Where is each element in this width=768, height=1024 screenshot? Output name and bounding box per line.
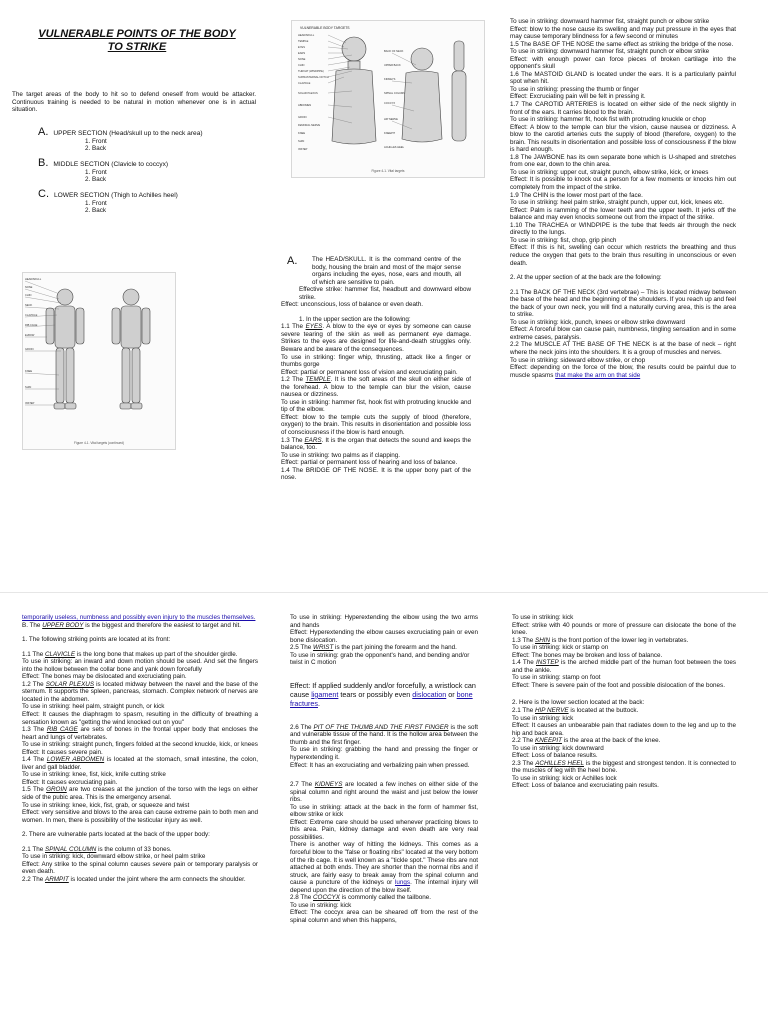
svg-text:INSTEP: INSTEP xyxy=(298,148,308,151)
wrist-item: 2.5 The WRIST is the part joining the forearm and the hand. xyxy=(290,644,457,652)
section-c: C. LOWER SECTION (Thigh to Achilles heel) xyxy=(38,187,178,200)
groin-item: 1.5 The GROIN are two creases at the junction of the torso with the legs on either side of the pubic area. This is the emergency arsenal. xyxy=(22,786,258,802)
fig1-label: RIB CAGE xyxy=(25,324,38,327)
fig1-label: KNEE xyxy=(25,370,33,373)
fig1-label: ELBOW xyxy=(25,334,35,337)
svg-text:CHIN: CHIN xyxy=(298,64,305,67)
armpit-item: 2.2 The ARMPIT is located under the joint where the arm connects the shoulder. xyxy=(22,875,246,883)
svg-text:HIP NERVE: HIP NERVE xyxy=(384,118,398,121)
coccyx-item: 2.8 The COCCYX is commonly called the tailbone. xyxy=(290,894,431,902)
head-skull-item: A. The HEAD/SKULL. It is the command centre of the body, housing the brain and most of the major sense organs including the eyes, nose, ears and mouth, all of which are sensitive to pain. xyxy=(287,255,461,286)
svg-text:GROIN: GROIN xyxy=(298,116,307,119)
instep-item: 1.4 The INSTEP is the arched middle part of the human foot between the toes and the ankle. xyxy=(512,659,736,674)
page-title: VULNERABLE POINTS OF THE BODY TO STRIKE xyxy=(38,28,236,53)
bone-fractures-link[interactable]: bone fractures xyxy=(290,689,473,708)
section-list xyxy=(38,125,262,215)
svg-text:EYES: EYES xyxy=(298,46,305,49)
svg-text:THROAT (WINDPIPE): THROAT (WINDPIPE) xyxy=(298,70,324,73)
hip-nerve-item: 2.1 The HIP NERVE is located at the buttock. xyxy=(512,707,639,715)
svg-text:SPINAL COLUMN: SPINAL COLUMN xyxy=(384,92,406,95)
spinal-column-item: 2.1 The SPINAL COLUMN is the column of 33 bones. xyxy=(22,845,172,853)
figure2-labels-left xyxy=(298,33,329,151)
svg-text:TEMPLE: TEMPLE xyxy=(298,40,309,43)
top-right-column: To use in striking: downward hammer fist, straight punch or elbow strike Effect: blow to the nose cause its swelling and may put pressure in the eyes that may cause temporary blindness for a few second or minutes 1.5 The BASE OF THE NOSE the same effect as striking the bridge of the nose. To use in striking: downward hammer fist, straight punch or elbow strike Effect: with enough power can force pieces of broken cartilage into the opponent's skull 1.6 The MASTOID GLAND is located under the ears. It is a particularly painful spot when hit. To use in striking: pressing the thumb or finger Effect: Excruciating pain will be felt in pressing it. 1.7 The CAROTID ARTERIES is located on either side of the neck slightly in front of the ears. It carries blood to the brain. To use in striking: hammer fit, hook fist with protruding knuckle or chop Effect: A blow to the temple can blur the vision, cause nausea or dizziness. A blow to the carotid arteries cuts the supply of blood (therefore, oxygen) to the brain. This results in disorientation and possible loss of consciousness if the blow is hard enough. 1.8 The JAWBONE has its own separate bone which is U-shaped and stretches from one ear, down to the chin area. To use in striking: upper cut, straight punch, elbow strike, kick, or knees Effect: It is possible to knock out a person for a few moments or knocks him out completely from the impact of the strike. 1.9 The CHIN is the lower most part of the face. To use in striking: heel palm strike, straight punch, upper cut, kick, knees etc. Effect: Palm is ramming of the lower teeth and the upper teeth. It jerks off the balance and may even knocks someone out from the impact of the strike. 1.10 The TRACHEA or WINDPIPE is the tube that feeds air through the neck directly to the lungs. To use in striking: fist, chop, grip pinch Effect: If this is hit, swelling can occur which restricts the breathing and thus reduce the oxygen that gets to the brain thus resulting in unconscious or even death. 2. At the upper section of at the back are the following: 2.1 The BACK OF THE NECK (3rd vertebrae) – This is located midway between the base of the head and the beginning of the shoulders. If you reach up and feel the back of your own neck, you will find a naturally curving area, this is the area to strike. To use in striking: kick, punch, knees or elbow strike downward Effect: A forceful blow can cause pain, numbness, tingling sensation and in some extreme cases, paralysis. 2.2 The MUSCLE AT THE BASE OF THE NECK is at the base of neck – right where the neck joins into the shoulders. It is a group of muscles and nerves. To use in striking: sideward elbow strike, or chop Effect: depending on the force of the blow, the results could be painful due to muscle spasms that make the arm on that side xyxy=(510,18,736,379)
top-left-column xyxy=(12,28,262,215)
fig1-label: NECK xyxy=(25,304,33,307)
ligament-link[interactable]: ligament xyxy=(311,689,339,699)
section-b-item: 1. Front xyxy=(85,168,107,176)
temple-item: 1.2 The TEMPLE. It is the soft areas of the skull on either side of the forehead. A blow to the temple can blur the vision, cause nausea or dizziness. xyxy=(281,376,471,399)
vital-targets-figure xyxy=(291,20,485,178)
svg-text:CLAVICLE: CLAVICLE xyxy=(298,82,311,85)
kidneys-item: 2.7 The KIDNEYS are located a few inches on either side of the spinal column and right around the waist and just below the lower ribs. xyxy=(290,781,478,804)
upper-body-item: B. The UPPER BODY is the biggest and therefore the easiest to target and hit. xyxy=(22,621,242,629)
svg-text:KNEEPIT: KNEEPIT xyxy=(384,132,396,135)
figure2-title: VULNERABLE BODY TARGETS xyxy=(300,26,350,30)
svg-text:ACHILLES HEEL: ACHILLES HEEL xyxy=(384,146,405,149)
svg-text:KNEE: KNEE xyxy=(298,132,306,135)
shin-item: 1.3 The SHIN is the front portion of the lower leg in vertebrates. xyxy=(512,636,689,644)
section-c-item: 2. Back xyxy=(85,207,106,215)
top-middle-column: A. The HEAD/SKULL. It is the command centre of the body, housing the brain and most of the major sense organs including the eyes, nose, ears and mouth, all of which are sensitive to pain. Effective strike: hammer fist, headbutt and downward elbow strike. Effect: unconscious, loss of balance or even death. 1. In the upper section are the following: 1.1 The EYES. A blow to the eye or eyes by someone can cause severe tearing of the skin as well as permanent eye damage. Strikes to the eyes are designed for life-and-death struggles only. Beware and be aware of the consequences. To use in striking: finger whip, thrusting, attack like a finger or thumbs gorge Effect: partial or permanent loss of vision and excruciating pain. 1.2 The TEMPLE. It is the soft areas of the skull on either side of the forehead. A blow to the temple can blur the vision, cause nausea or dizziness. To use in striking: hammer fist, hook fist with protruding knuckle and tip of the elbow. Effect: blow to the temple cuts the supply of blood (therefore, oxygen) to the brain. This results in disorientation and possible loss of consciousness if the blow is hard enough. 1.3 The EARS. It is the organ that detects the sound and keeps the balance, too. To use in striking: two palms as if clapping. Effect: partial or permanent loss of hearing and loss of balance. 1.4 The BRIDGE OF THE NOSE. It is the upper bony part of the nose. xyxy=(281,255,471,482)
continuation-link[interactable]: that make the arm on that side xyxy=(555,371,641,379)
solar-plexus-item: 1.2 The SOLAR PLEXUS is located midway between the navel and the base of the sternum. It supports the spleen, pancreas, stomach. Complex network of nerves are located in the abdomen. xyxy=(22,680,258,703)
svg-text:NOSE: NOSE xyxy=(298,58,306,61)
svg-text:SOLAR PLEXUS: SOLAR PLEXUS xyxy=(298,92,318,95)
bottom-middle-column: To use in striking: Hyperextending the elbow using the two arms and hands Effect: Hyperextending the elbow causes excruciating pain or even bone dislocation. 2.5 The WRIST is the part joining the forearm and the hand. To use in striking: grab the opponent's hand, and bending and/or twist in C motion Effect: If applied suddenly and/or forcefully, a wristlock can cause ligament tears or possibly even dislocation or bone fractures. 2.6 The PIT OF THE THUMB AND THE FIRST FINGER is the soft and vulnerable tissue of the hand. It is the hollow area between the thumb and the first finger. To use in striking: grabbing the hand and pressing the finger or hyperextending it. Effect: It has an excruciating and verbalizing pain when pressed. 2.7 The KIDNEYS are located a few inches on either side of the spinal column and right around the waist and just below the lower ribs. To use in striking: attack at the back in the form of hammer fist, elbow strike or kick Effect: Extreme care should be used whenever practicing blows to this area. Pain, kidney damage and even death are very real possibilities. There is another way of hitting the kidneys. This comes as a forceful blow to the "false or floating ribs" located at the very bottom of the rib cage. It is well known as a "tickle spot." These ribs are not attached at both ends. They are shorter than the normal ribs and if struck, are fairly easy to break away from the spinal column and cause a puncture of the kidneys or lungs. The internal injury will depend upon the direction of the blow itself. 2.8 The COCCYX is commonly called the tailbone. To use in striking: kick Effect: The coccyx area can be sheared off from the rest of the spinal column and when this happens, xyxy=(290,614,479,924)
svg-text:EARS: EARS xyxy=(298,52,306,55)
section-a-item: 2. Back xyxy=(85,145,106,153)
soldier-illustration xyxy=(23,273,175,441)
fig1-label: HEAD/SKULL xyxy=(25,278,42,281)
fig1-label: SHIN xyxy=(25,386,32,389)
fig1-label: GROIN xyxy=(25,348,34,351)
muscle-effect: Effect: depending on the force of the blow, the results could be painful due to muscle spasms that make the arm on that side xyxy=(510,364,736,379)
floating-ribs-paragraph: There is another way of hitting the kidneys. This comes as a forceful blow to the "false or floating ribs" located at the very bottom of the rib cage. It is well known as a "tickle spot." These ribs are not attached at both ends. They are shorter than the normal ribs and if struck, are fairly easy to break away from the spinal column and cause a puncture of the kidneys or lungs. The internal injury will depend upon the direction of the blow itself. xyxy=(290,841,479,894)
wristlock-effect: Effect: If applied suddenly and/or forcefully, a wristlock can cause ligament tears or possibly even dislocation or bone fractures. xyxy=(290,680,476,708)
continuation-link-start[interactable]: temporarily useless, numbness and possibly even injury to the muscles themselves. xyxy=(22,614,256,621)
lungs-link[interactable]: lungs xyxy=(395,879,411,887)
svg-text:UPPER BACK: UPPER BACK xyxy=(384,64,401,67)
svg-text:ABDOMEN: ABDOMEN xyxy=(298,104,312,107)
fig1-label: NOSE xyxy=(25,286,33,289)
svg-text:HEAD/SKULL: HEAD/SKULL xyxy=(298,34,315,37)
section-a: A. UPPER SECTION (Head/skull up to the neck area) xyxy=(38,125,203,138)
section-c-item: 1. Front xyxy=(85,199,107,207)
svg-text:SHIN: SHIN xyxy=(298,140,305,143)
fig1-label: CHIN xyxy=(25,294,32,297)
rib-cage-item: 1.3 The RIB CAGE are sets of bones in the frontal upper body that encloses the heart and lungs of vertebrates. xyxy=(22,726,258,741)
section-b-item: 2. Back xyxy=(85,176,106,184)
thumb-pit-item: 2.6 The PIT OF THE THUMB AND THE FIRST FINGER is the soft and vulnerable tissue of the hand. It is the hollow area between the thumb and the first finger. xyxy=(290,723,478,746)
eyes-item: 1.1 The EYES. A blow to the eye or eyes by someone can cause severe tearing of the skin as well as permanent eye damage. Strikes to the eyes are designed for life-and-death struggles only. Beware and be aware of the consequences. xyxy=(281,323,471,354)
bottom-left-column: temporarily useless, numbness and possibly even injury to the muscles themselves. B. The UPPER BODY is the biggest and therefore the easiest to target and hit. 1. The following striking points are located at its front: 1.1 The CLAVICLE is the long bone that makes up part of the shoulder girdle. To use in striking: an inward and down motion should be used. And set the fingers into the hollow between the collar bone and yank down forcefully Effect: The bones may be dislocated and excruciating pain. 1.2 The SOLAR PLEXUS is located midway between the navel and the base of the sternum. It supports the spleen, pancreas, stomach. Complex network of nerves are located in the abdomen. To use in striking: heel palm, straight punch, or kick Effect: It causes the diaphragm to spasm, resulting in the difficulty of breathing a sensation known as "getting the wind knocked out on you" 1.3 The RIB CAGE are sets of bones in the frontal upper body that encloses the heart and lungs of vertebrates. To use in striking: straight punch, fingers folded at the second knuckle, kick, or knees Effect: It causes severe pain. 1.4 The LOWER ABDOMEN is located at the stomach, small intestine, the colon, liver and gall bladder. To use in striking: knee, fist, kick, knife cutting strike Effect: It causes excruciating pain. 1.5 The GROIN are two creases at the junction of the torso with the legs on either side of the pubic area. This is the emergency arsenal. To use in striking: knee, kick, fist, grab, or squeeze and twist Effect: very sensitive and blows to the area can cause extreme pain to both men and women. In men, there is possibility of the testicular injury as well. 2. There are vulnerable parts located at the back of the upper body: 2.1 The SPINAL COLUMN is the column of 33 bones. To use in striking: kick, downward elbow strike, or heel palm strike Effect: Any strike to the spinal column causes severe pain or temporary paralysis or even death. 2.2 The ARMPIT is located under the joint where the arm connects the shoulder. xyxy=(22,614,258,883)
page-divider xyxy=(0,592,768,593)
ears-item: 1.3 The EARS. It is the organ that detects the sound and keeps the balance, too. xyxy=(281,436,471,452)
svg-text:FEMORAL NERVE: FEMORAL NERVE xyxy=(298,124,321,127)
intro-paragraph: The target areas of the body to hit so to defend oneself from would be attacker. Continuous training is needed to be natural in motion whenever one is in actual situation. xyxy=(12,91,256,114)
fig1-label: INSTEP xyxy=(25,402,35,405)
svg-text:KIDNEYS: KIDNEYS xyxy=(384,78,396,81)
lower-abdomen-item: 1.4 The LOWER ABDOMEN is located at the stomach, small intestine, the colon, liver and gall bladder. xyxy=(22,756,258,771)
figure1-labels xyxy=(25,277,42,405)
svg-text:SUPRASTERNAL NOTCH: SUPRASTERNAL NOTCH xyxy=(298,76,329,79)
vital-targets-figure-continued xyxy=(22,272,176,450)
body-targets-illustration xyxy=(292,21,484,169)
section-b: B. MIDDLE SECTION (Clavicle to coccyx) xyxy=(38,156,169,169)
kneepit-item: 2.2 The KNEEPIT is the area at the back of the knee. xyxy=(512,737,661,745)
figure1-caption: Figure 4-1. Vital targets (continued) xyxy=(74,441,124,445)
figure2-caption: Figure 4-1. Vital targets xyxy=(371,169,405,173)
achilles-heel-item: 2.3 The ACHILLES HEEL is the biggest and strongest tendon. It is connected to the muscles of leg with the heel bone. xyxy=(512,759,736,775)
svg-text:BACK OF NECK: BACK OF NECK xyxy=(384,50,404,53)
svg-text:COCCYX: COCCYX xyxy=(384,102,396,105)
section-a-item: 1. Front xyxy=(85,137,107,145)
fig1-label: CLAVICLE xyxy=(25,314,38,317)
dislocation-link[interactable]: dislocation xyxy=(412,689,447,699)
clavicle-item: 1.1 The CLAVICLE is the long bone that makes up part of the shoulder girdle. xyxy=(22,650,238,658)
bottom-right-column: To use in striking: kick Effect: strike with 40 pounds or more of pressure can dislocate the bone of the knee. 1.3 The SHIN is the front portion of the lower leg in vertebrates. To use in striking: kick or stamp on Effect: The bones may be broken and loss of balance. 1.4 The INSTEP is the arched middle part of the human foot between the toes and the ankle. To use in striking: stamp on foot Effect: There is severe pain of the foot and possible dislocation of the bones. 2. Here is the lower section located at the back: 2.1 The HIP NERVE is located at the buttock. To use in striking: kick Effect: It causes an unbearable pain that radiates down to the leg and up to the hip and back area. 2.2 The KNEEPIT is the area at the back of the knee. To use in striking: kick downward Effect: Loss of balance results. 2.3 The ACHILLES HEEL is the biggest and strongest tendon. It is connected to the muscles of leg with the heel bone. To use in striking: kick or Achilles lock Effect: Loss of balance and excruciating pain results. xyxy=(512,614,736,790)
